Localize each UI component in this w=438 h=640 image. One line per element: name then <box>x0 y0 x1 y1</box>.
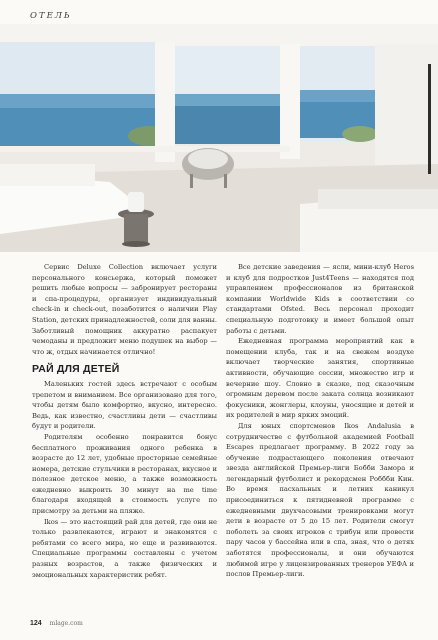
site-url: mlage.com <box>49 620 83 627</box>
paragraph: Все детские заведения — ясли, мини-клуб Heros и клуб для подростков Just4Teens — находятся под управлением профессионалов из британской компании Worldwide Kids в соответствии со стандартами Ofsted. Весь персонал проходит специальную подготовку и имеет большой опыт работы с детьми. <box>226 263 414 335</box>
paragraph: Ikos — это настоящий рай для детей, где они не только развлекаются, играют и знакомятся с ребятами со всего мира, но еще и развиваются. Специальные программы составлены с учетом разных возрастов, а также физических и эмоциональных характеристик ребят. <box>32 517 217 579</box>
room-illustration <box>0 24 438 252</box>
paragraph: Ежедневная программа мероприятий как в помещении клуба, так и на свежем воздухе включает творческие занятия, спортивные активности, обучающие сессии, множество игр и вечерние шоу. Словно в сказке, под сказочным огромным деревом после заката солнца возникают фокусники, жонглеры, клоуны, уносящие и детей и их родителей в мир ярких эмоций. <box>226 337 414 420</box>
paragraph: Для юных спортсменов Ikos Andalusia в сотрудничестве с футбольной академией Football Escapes предлагает программу. В 2022 году за обучение подрастающего поколения отвечают звезда английской Премьер-лиги Бобби Замора и легендарный футболист и рекордсмен Роббби Кин. Во время пасхальных и летних каникул присоединиться к пятидневной программе с ежедневными двухчасовыми тренировками могут дети в возрасте от 5 до 15 лет. Родители смогут поболеть за своих игроков с трибун или провести пару часов у бассейна или в спа, зная, что о детях заботятся профессионалы, и они обучаются любимой игре у лицензированных тренеров УЕФА и послов Премьер-лиги. <box>226 421 414 579</box>
right-column <box>226 262 414 580</box>
page-footer <box>30 620 83 632</box>
section-heading: РАЙ ДЛЯ ДЕТЕЙ <box>32 363 120 376</box>
page-number: 124 <box>30 620 42 627</box>
paragraph: Родителям особенно понравится бонус бесплатного проживания одного ребенка в возрасте до 12 лет, удобные просторные семейные номера, детские стульчики в ресторанах, вкусное и полезное детское меню, а также возможность ежедневно выкроить 30 минут на me time благодаря входящей в стоимость услуге по присмотру за детьми на пляже. <box>32 432 217 516</box>
section-label: ОТЕЛЬ <box>30 11 72 21</box>
paragraph: Маленьких гостей здесь встречают с особым трепетом и вниманием. Все организовано для того, чтобы детям было комфортно, вкусно, интересно. Ведь, как известно, счастливы дети — счастливы будут и родители. <box>32 379 217 431</box>
hotel-room-photo <box>0 24 438 252</box>
left-column <box>32 262 217 580</box>
paragraph: Сервис Deluxe Collection включает услуги персонального консьержа, который поможет решить любые вопросы — забронирует рестораны и спа-процедуры, организует индивидуальный check-in и check-out, позаботится о наличии Play Station, детских принадлежностей, соли для ванны. Заботливый помощник аккуратно распакует чемоданы и предложит меню подушек на выбор — что ж, отдых начинается отлично! <box>32 263 217 356</box>
